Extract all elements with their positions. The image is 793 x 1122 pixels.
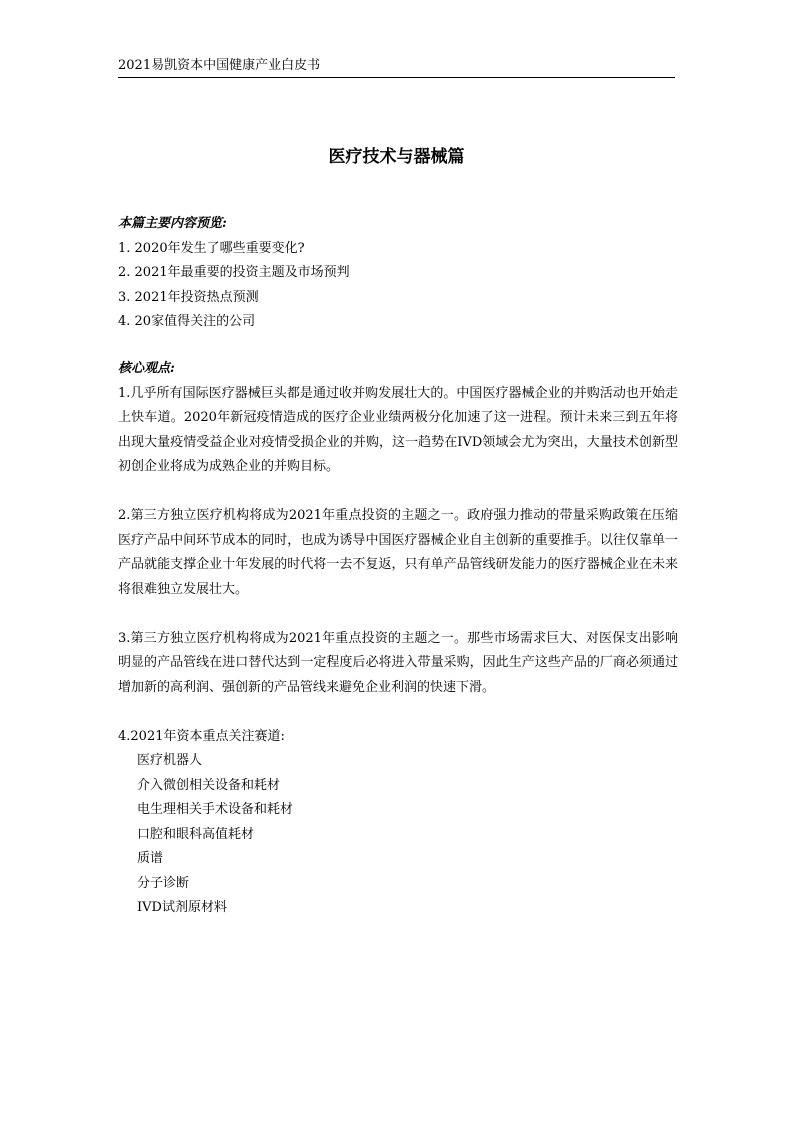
paragraph-spacer <box>118 602 678 627</box>
preview-heading: 本篇主要内容预览: <box>118 216 227 231</box>
preview-section <box>118 212 678 335</box>
core-heading: 核心观点: <box>118 361 175 376</box>
core-paragraph-3: 3.第三方独立医疗机构将成为2021年重点投资的主题之一。那些市场需求巨大、对医保支出影响明显的产品管线在进口替代达到一定程度后必将进入带量采购，因此生产这些产品的厂商必须通过增加新的高利润、强创新的产品管线来避免企业利润的快速下滑。 <box>118 630 678 695</box>
core-paragraph-2: 2.第三方独立医疗机构将成为2021年重点投资的主题之一。政府强力推动的带量采购政策在压缩医疗产品中间环节成本的同时，也成为诱导中国医疗器械企业自主创新的重要推手。以往仅靠单一产品就能支撑企业十年发展的时代将一去不复返，只有单产品管线研发能力的医疗器械企业在未来将很难独立发展壮大。 <box>118 508 678 597</box>
tracks-heading: 4.2021年资本重点关注赛道: <box>118 728 285 744</box>
preview-item: 3. 2021年投资热点预测 <box>118 289 259 305</box>
track-item: 介入微创相关设备和耗材 <box>137 777 281 793</box>
preview-item: 2. 2021年最重要的投资主题及市场预判 <box>118 265 350 280</box>
paragraph-spacer <box>118 700 678 725</box>
preview-item: 1. 2020年发生了哪些重要变化? <box>118 240 305 256</box>
running-header <box>118 57 675 78</box>
page-title: 医疗技术与器械篇 <box>328 147 465 167</box>
track-item: IVD试剂原材料 <box>137 900 227 915</box>
track-item: 电生理相关手术设备和耗材 <box>137 802 294 817</box>
track-item: 口腔和眼科高值耗材 <box>137 826 255 842</box>
core-section <box>118 357 678 921</box>
track-item: 质谱 <box>137 851 164 866</box>
preview-item: 4. 20家值得关注的公司 <box>118 314 256 329</box>
track-item: 分子诊断 <box>137 875 190 891</box>
running-header-text: 2021易凯资本中国健康产业白皮书 <box>118 58 321 73</box>
core-paragraph-1: 1.几乎所有国际医疗器械巨头都是通过收并购发展壮大的。中国医疗器械企业的并购活动也开始走上快车道。2020年新冠疫情造成的医疗企业业绩两极分化加速了这一进程。预计未来三到五年将出现大量疫情受益企业对疫情受损企业的并购，这一趋势在IVD领域会尤为突出，大量技术创新型初创企业将成为成熟企业的并购目标。 <box>118 385 678 474</box>
track-item: 医疗机器人 <box>137 753 203 768</box>
paragraph-spacer <box>118 480 678 505</box>
